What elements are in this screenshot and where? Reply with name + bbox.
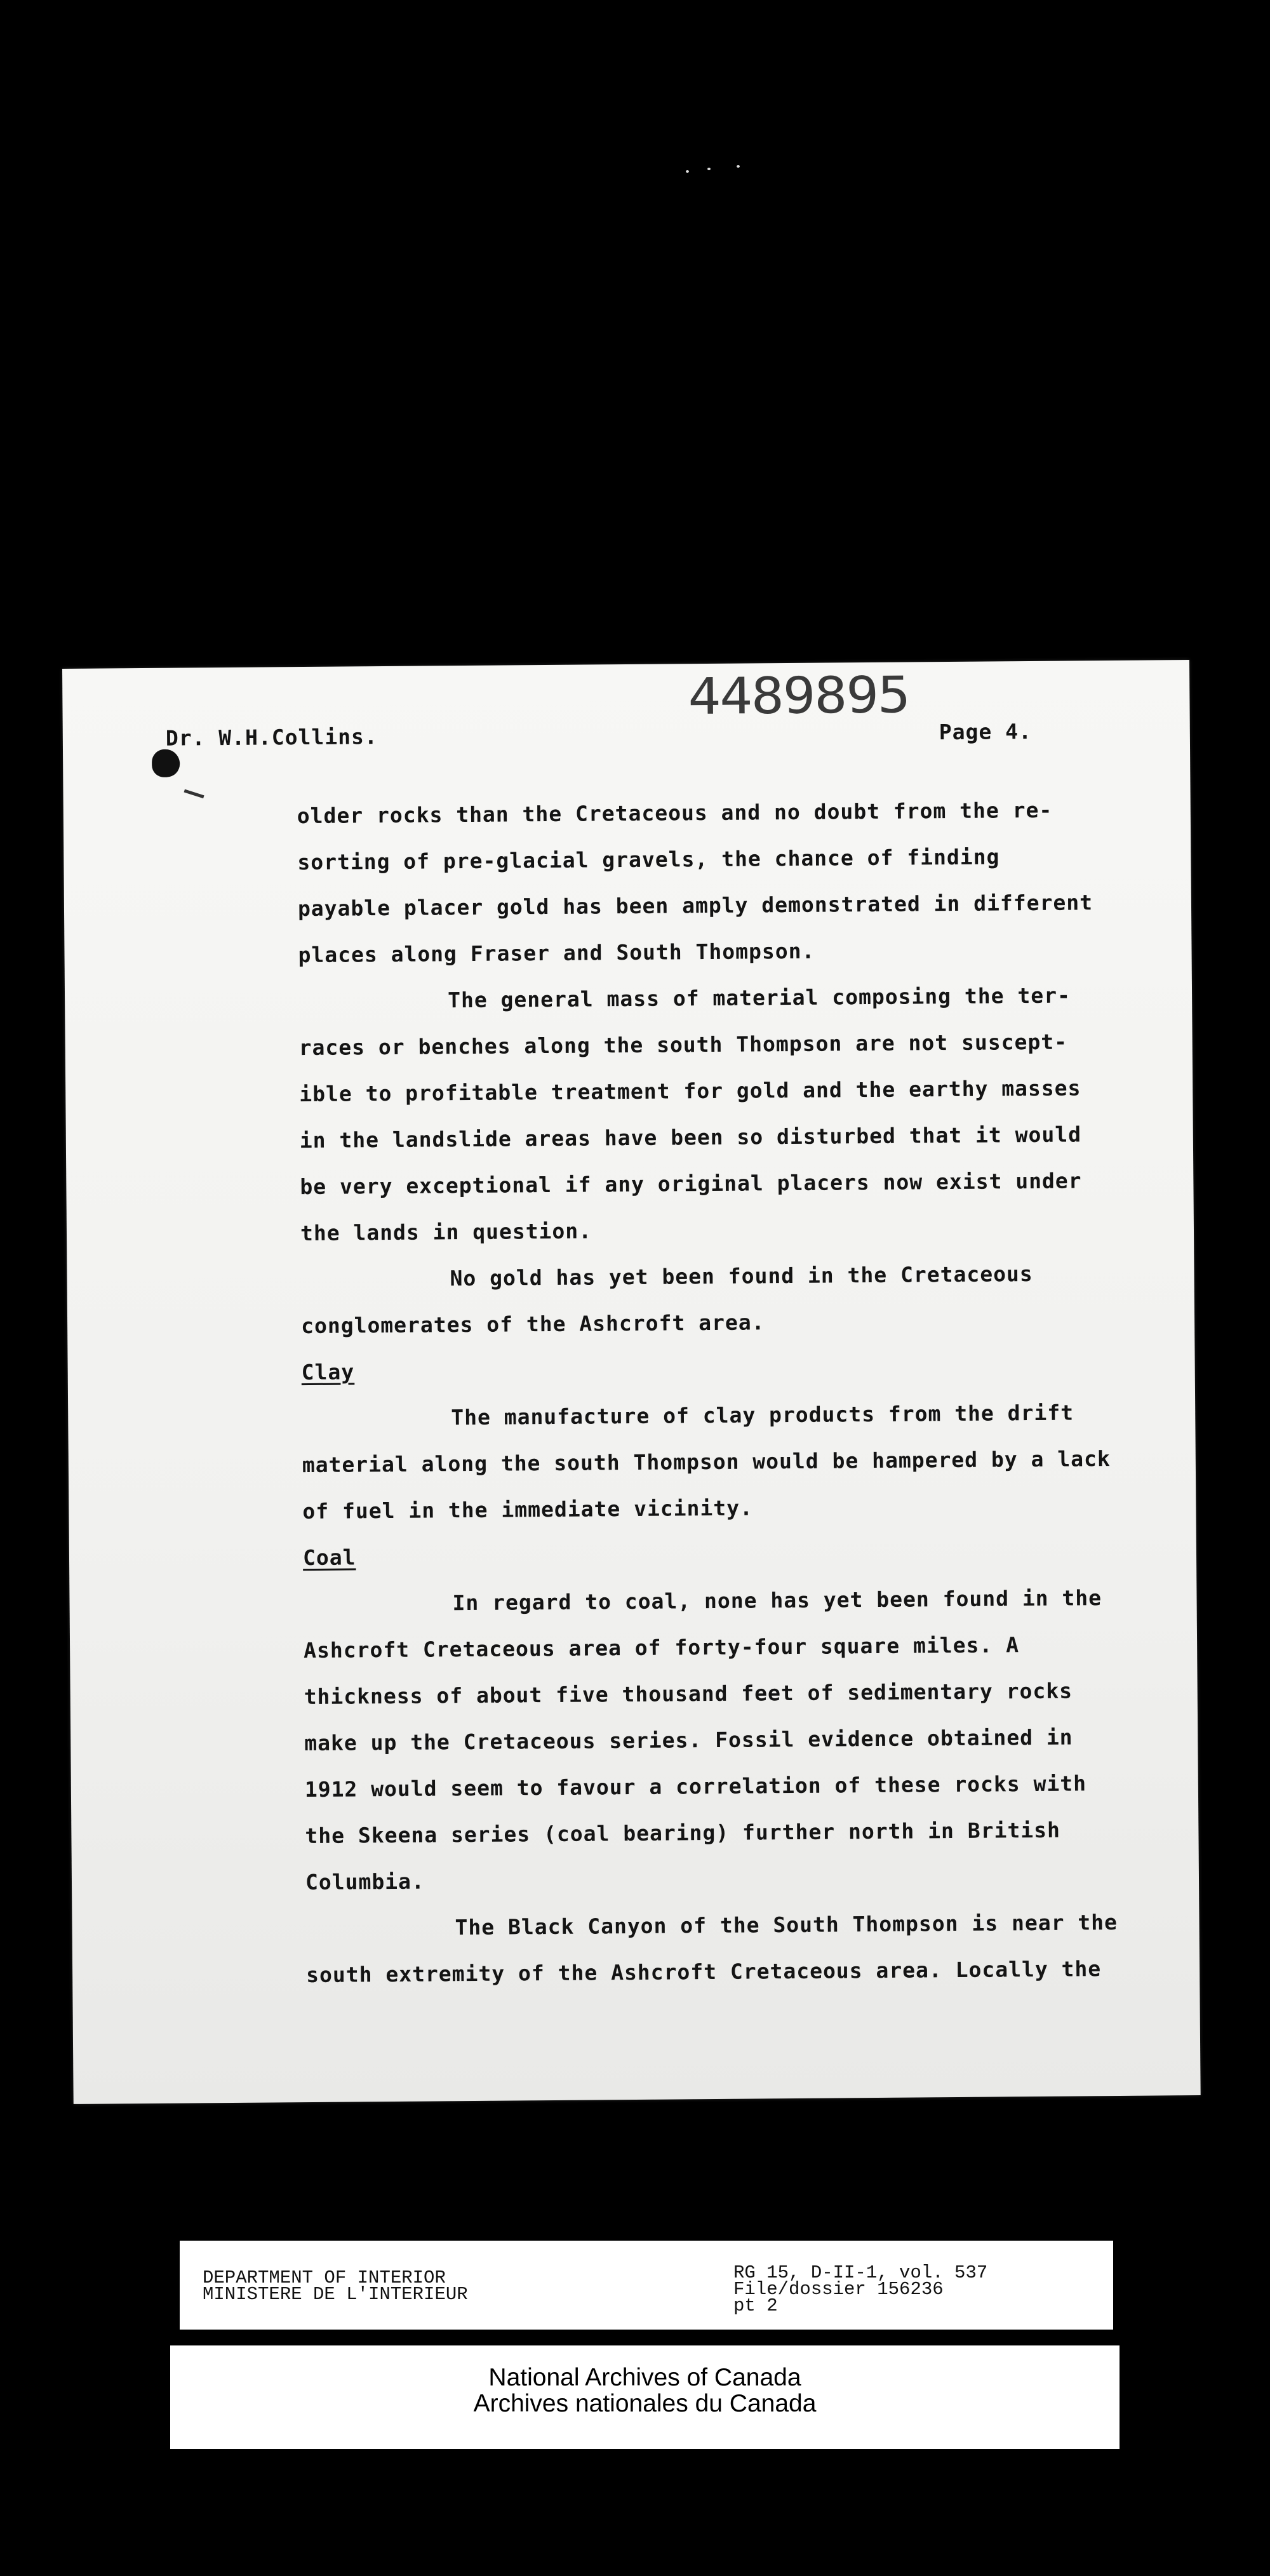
text-line: conglomerates of the Ashcroft area. — [300, 1310, 765, 1339]
text-line: Columbia. — [305, 1868, 425, 1895]
text-line: The general mass of material composing the ter- — [447, 983, 1071, 1013]
speck — [686, 170, 689, 173]
text-line: 1912 would seem to favour a correlation of these rocks with — [304, 1771, 1087, 1802]
section-heading-coal: Coal — [302, 1545, 356, 1571]
page-number: Page 4. — [939, 719, 1033, 745]
text-line: the Skeena series (coal bearing) further north in British — [305, 1817, 1061, 1849]
department-block — [203, 2267, 468, 2305]
file-number: File/dossier 156236 — [733, 2279, 944, 2300]
film-specks — [686, 165, 762, 178]
letter-body — [297, 786, 1189, 1998]
text-line: the lands in question. — [300, 1218, 592, 1246]
speck — [737, 165, 740, 168]
text-line: south extremity of the Ashcroft Cretaceous area. Locally the — [306, 1956, 1102, 1988]
text-line: races or benches along the south Thompson are not suscept- — [298, 1029, 1068, 1061]
speck — [707, 168, 711, 170]
text-line: sorting of pre-glacial gravels, the chance of finding — [297, 844, 1000, 875]
archives-name-english: National Archives of Canada — [488, 2364, 801, 2391]
addressee-header: Dr. W.H.Collins. — [165, 724, 378, 751]
typed-letter-page — [62, 660, 1201, 2104]
text-line: Ashcroft Cretaceous area of forty-four square miles. A — [303, 1632, 1020, 1663]
archives-banner — [170, 2345, 1120, 2449]
text-line: older rocks than the Cretaceous and no doubt from the re- — [297, 797, 1053, 829]
text-line: in the landslide areas have been so disturbed that it would — [299, 1122, 1082, 1153]
section-heading-clay: Clay — [301, 1359, 355, 1385]
ink-blot — [152, 749, 180, 777]
text-line: be very exceptional if any original placers now exist under — [300, 1168, 1082, 1200]
text-line: material along the south Thompson would be hampered by a lack — [302, 1446, 1111, 1478]
department-french: MINISTERE DE L'INTERIEUR — [203, 2284, 468, 2305]
archive-reference-label — [180, 2241, 1113, 2330]
text-line: In regard to coal, none has yet been found in the — [452, 1585, 1102, 1616]
text-line: The Black Canyon of the South Thompson is near the — [455, 1910, 1118, 1940]
ink-mark — [184, 789, 204, 798]
record-group: RG 15, D-II-1, vol. 537 — [733, 2262, 988, 2283]
text-line: thickness of about five thousand feet of sedimentary rocks — [304, 1678, 1073, 1710]
reference-block — [733, 2262, 988, 2316]
department-english: DEPARTMENT OF INTERIOR — [203, 2267, 446, 2288]
text-line: payable placer gold has been amply demonstrated in different — [297, 890, 1093, 922]
text-line: of fuel in the immediate vicinity. — [302, 1495, 754, 1524]
stamp-number: 4489895 — [688, 666, 910, 727]
text-line: ible to profitable treatment for gold and the earthy masses — [299, 1075, 1081, 1107]
text-line: make up the Cretaceous series. Fossil evidence obtained in — [304, 1724, 1073, 1756]
archives-name-french: Archives nationales du Canada — [473, 2390, 817, 2417]
archives-banner-text — [170, 2365, 1120, 2417]
text-line: The manufacture of clay products from the drift — [451, 1400, 1074, 1430]
text-line: No gold has yet been found in the Cretaceous — [450, 1261, 1033, 1291]
text-line: places along Fraser and South Thompson. — [298, 938, 815, 968]
part-number: pt 2 — [733, 2295, 778, 2316]
